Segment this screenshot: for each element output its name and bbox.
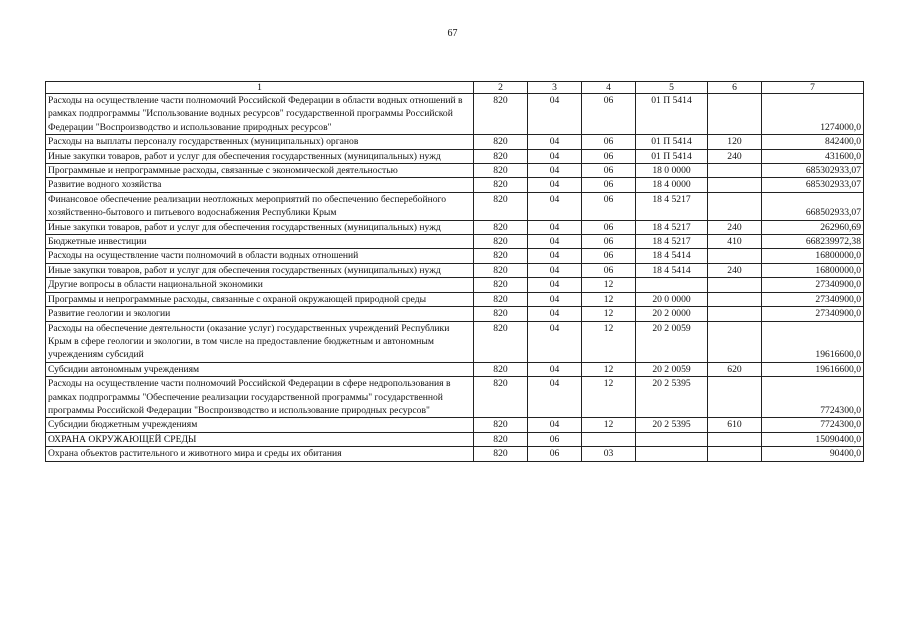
row-expense-type [708, 94, 762, 135]
row-expense-type [708, 249, 762, 263]
row-expense-type [708, 292, 762, 306]
column-header: 2 [474, 82, 528, 94]
table-row [46, 149, 864, 163]
row-name: ОХРАНА ОКРУЖАЮЩЕЙ СРЕДЫ [46, 432, 474, 446]
table-row [46, 447, 864, 461]
row-expense-type [708, 432, 762, 446]
row-amount: 668502933,07 [762, 192, 864, 220]
row-amount: 842400,0 [762, 135, 864, 149]
row-subsection-code: 06 [582, 249, 636, 263]
row-ministry-code: 820 [474, 149, 528, 163]
table-row [46, 192, 864, 220]
row-ministry-code: 820 [474, 362, 528, 376]
table-row [46, 321, 864, 362]
row-ministry-code: 820 [474, 307, 528, 321]
row-name: Развитие геологии и экологии [46, 307, 474, 321]
row-amount: 19616600,0 [762, 321, 864, 362]
row-name: Расходы на выплаты персоналу государственных (муниципальных) органов [46, 135, 474, 149]
row-target-article: 20 2 0059 [636, 321, 708, 362]
row-amount: 27340900,0 [762, 278, 864, 292]
row-section-code: 04 [528, 418, 582, 432]
row-section-code: 04 [528, 321, 582, 362]
row-expense-type: 620 [708, 362, 762, 376]
row-subsection-code: 12 [582, 418, 636, 432]
row-expense-type [708, 178, 762, 192]
column-header: 3 [528, 82, 582, 94]
row-ministry-code: 820 [474, 263, 528, 277]
table-row [46, 362, 864, 376]
row-subsection-code: 12 [582, 307, 636, 321]
table-row [46, 249, 864, 263]
row-target-article: 01 П 5414 [636, 135, 708, 149]
row-ministry-code: 820 [474, 235, 528, 249]
row-section-code: 04 [528, 149, 582, 163]
row-subsection-code: 06 [582, 149, 636, 163]
row-target-article: 18 4 5414 [636, 249, 708, 263]
column-header: 5 [636, 82, 708, 94]
row-ministry-code: 820 [474, 278, 528, 292]
row-ministry-code: 820 [474, 292, 528, 306]
row-name: Программные и непрограммные расходы, связанные с экономической деятельностью [46, 164, 474, 178]
table-row [46, 135, 864, 149]
row-section-code: 04 [528, 192, 582, 220]
row-amount: 668239972,38 [762, 235, 864, 249]
row-name: Развитие водного хозяйства [46, 178, 474, 192]
row-amount: 7724300,0 [762, 418, 864, 432]
row-expense-type: 240 [708, 263, 762, 277]
row-target-article: 20 2 5395 [636, 377, 708, 418]
row-subsection-code: 06 [582, 94, 636, 135]
row-subsection-code: 03 [582, 447, 636, 461]
row-section-code: 04 [528, 362, 582, 376]
table-row [46, 307, 864, 321]
row-target-article: 18 4 5217 [636, 220, 708, 234]
row-subsection-code: 06 [582, 178, 636, 192]
row-target-article [636, 432, 708, 446]
row-expense-type [708, 321, 762, 362]
row-ministry-code: 820 [474, 178, 528, 192]
row-name: Охрана объектов растительного и животного мира и среды их обитания [46, 447, 474, 461]
row-section-code: 04 [528, 135, 582, 149]
row-target-article: 18 4 0000 [636, 178, 708, 192]
row-subsection-code: 12 [582, 377, 636, 418]
row-amount: 685302933,07 [762, 178, 864, 192]
row-name: Финансовое обеспечение реализации неотложных мероприятий по обеспечению бесперебойного хозяйственно-бытового и питьевого водоснабжения Республики Крым [46, 192, 474, 220]
row-ministry-code: 820 [474, 249, 528, 263]
row-subsection-code: 06 [582, 235, 636, 249]
row-section-code: 06 [528, 432, 582, 446]
row-subsection-code: 06 [582, 220, 636, 234]
row-expense-type: 240 [708, 149, 762, 163]
row-name: Иные закупки товаров, работ и услуг для обеспечения государственных (муниципальных) нужд [46, 149, 474, 163]
row-target-article: 20 2 5395 [636, 418, 708, 432]
row-section-code: 04 [528, 94, 582, 135]
column-header: 6 [708, 82, 762, 94]
row-amount: 685302933,07 [762, 164, 864, 178]
column-header: 4 [582, 82, 636, 94]
row-expense-type [708, 377, 762, 418]
row-amount: 1274000,0 [762, 94, 864, 135]
page-number: 67 [447, 28, 458, 39]
column-number-row [46, 82, 864, 94]
row-subsection-code: 06 [582, 135, 636, 149]
table-row [46, 178, 864, 192]
row-section-code: 04 [528, 377, 582, 418]
row-subsection-code: 12 [582, 321, 636, 362]
row-expense-type [708, 307, 762, 321]
row-subsection-code [582, 432, 636, 446]
table-row [46, 432, 864, 446]
table-row [46, 377, 864, 418]
row-ministry-code: 820 [474, 164, 528, 178]
row-ministry-code: 820 [474, 220, 528, 234]
row-name: Расходы на обеспечение деятельности (оказание услуг) государственных учреждений Республики Крым в сфере геологии и экологии, в том числе на предоставление бюджетным и автономным учреждениям субсидий [46, 321, 474, 362]
row-expense-type: 610 [708, 418, 762, 432]
budget-table [45, 81, 864, 462]
row-target-article: 20 2 0059 [636, 362, 708, 376]
row-amount: 431600,0 [762, 149, 864, 163]
table-row [46, 278, 864, 292]
row-name: Расходы на осуществление части полномочий в области водных отношений [46, 249, 474, 263]
row-amount: 15090400,0 [762, 432, 864, 446]
row-subsection-code: 06 [582, 192, 636, 220]
row-section-code: 04 [528, 278, 582, 292]
row-target-article: 18 4 5217 [636, 192, 708, 220]
row-target-article: 20 0 0000 [636, 292, 708, 306]
column-header: 7 [762, 82, 864, 94]
row-expense-type: 240 [708, 220, 762, 234]
row-target-article: 01 П 5414 [636, 94, 708, 135]
row-amount: 19616600,0 [762, 362, 864, 376]
row-section-code: 04 [528, 235, 582, 249]
row-amount: 16800000,0 [762, 249, 864, 263]
row-subsection-code: 06 [582, 263, 636, 277]
row-section-code: 04 [528, 178, 582, 192]
table-row [46, 220, 864, 234]
row-subsection-code: 12 [582, 362, 636, 376]
row-expense-type: 120 [708, 135, 762, 149]
row-name: Субсидии автономным учреждениям [46, 362, 474, 376]
row-expense-type [708, 278, 762, 292]
row-target-article [636, 278, 708, 292]
row-subsection-code: 06 [582, 164, 636, 178]
row-ministry-code: 820 [474, 192, 528, 220]
table-row [46, 292, 864, 306]
row-target-article [636, 447, 708, 461]
table-row [46, 235, 864, 249]
row-name: Иные закупки товаров, работ и услуг для обеспечения государственных (муниципальных) нужд [46, 220, 474, 234]
row-ministry-code: 820 [474, 135, 528, 149]
row-expense-type: 410 [708, 235, 762, 249]
row-name: Расходы на осуществление части полномочий Российской Федерации в области водных отношений в рамках подпрограммы "Использование водных ресурсов" государственной программы Российской Федерации "Воспроизводство и использование природных ресурсов" [46, 94, 474, 135]
row-section-code: 04 [528, 292, 582, 306]
row-expense-type [708, 164, 762, 178]
row-target-article: 18 4 5414 [636, 263, 708, 277]
row-amount: 27340900,0 [762, 307, 864, 321]
row-section-code: 06 [528, 447, 582, 461]
row-ministry-code: 820 [474, 418, 528, 432]
row-name: Иные закупки товаров, работ и услуг для обеспечения государственных (муниципальных) нужд [46, 263, 474, 277]
row-expense-type [708, 447, 762, 461]
row-amount: 262960,69 [762, 220, 864, 234]
row-name: Программы и непрограммные расходы, связанные с охраной окружающей природной среды [46, 292, 474, 306]
row-section-code: 04 [528, 263, 582, 277]
row-amount: 16800000,0 [762, 263, 864, 277]
table-row [46, 94, 864, 135]
row-subsection-code: 12 [582, 292, 636, 306]
row-expense-type [708, 192, 762, 220]
row-amount: 27340900,0 [762, 292, 864, 306]
table-row [46, 418, 864, 432]
row-section-code: 04 [528, 307, 582, 321]
row-name: Расходы на осуществление части полномочий Российской Федерации в сфере недропользования в рамках подпрограммы "Обеспечение реализации государственной программы" государственной программы Российской Федерации "Воспроизводство и использование природных ресурсов" [46, 377, 474, 418]
row-section-code: 04 [528, 164, 582, 178]
row-subsection-code: 12 [582, 278, 636, 292]
row-target-article: 20 2 0000 [636, 307, 708, 321]
row-ministry-code: 820 [474, 321, 528, 362]
row-ministry-code: 820 [474, 94, 528, 135]
table-row [46, 263, 864, 277]
row-name: Другие вопросы в области национальной экономики [46, 278, 474, 292]
row-section-code: 04 [528, 249, 582, 263]
row-target-article: 01 П 5414 [636, 149, 708, 163]
row-target-article: 18 4 5217 [636, 235, 708, 249]
row-ministry-code: 820 [474, 432, 528, 446]
row-amount: 90400,0 [762, 447, 864, 461]
row-target-article: 18 0 0000 [636, 164, 708, 178]
row-ministry-code: 820 [474, 447, 528, 461]
row-ministry-code: 820 [474, 377, 528, 418]
row-name: Субсидии бюджетным учреждениям [46, 418, 474, 432]
column-header: 1 [46, 82, 474, 94]
table-row [46, 164, 864, 178]
row-amount: 7724300,0 [762, 377, 864, 418]
row-section-code: 04 [528, 220, 582, 234]
row-name: Бюджетные инвестиции [46, 235, 474, 249]
